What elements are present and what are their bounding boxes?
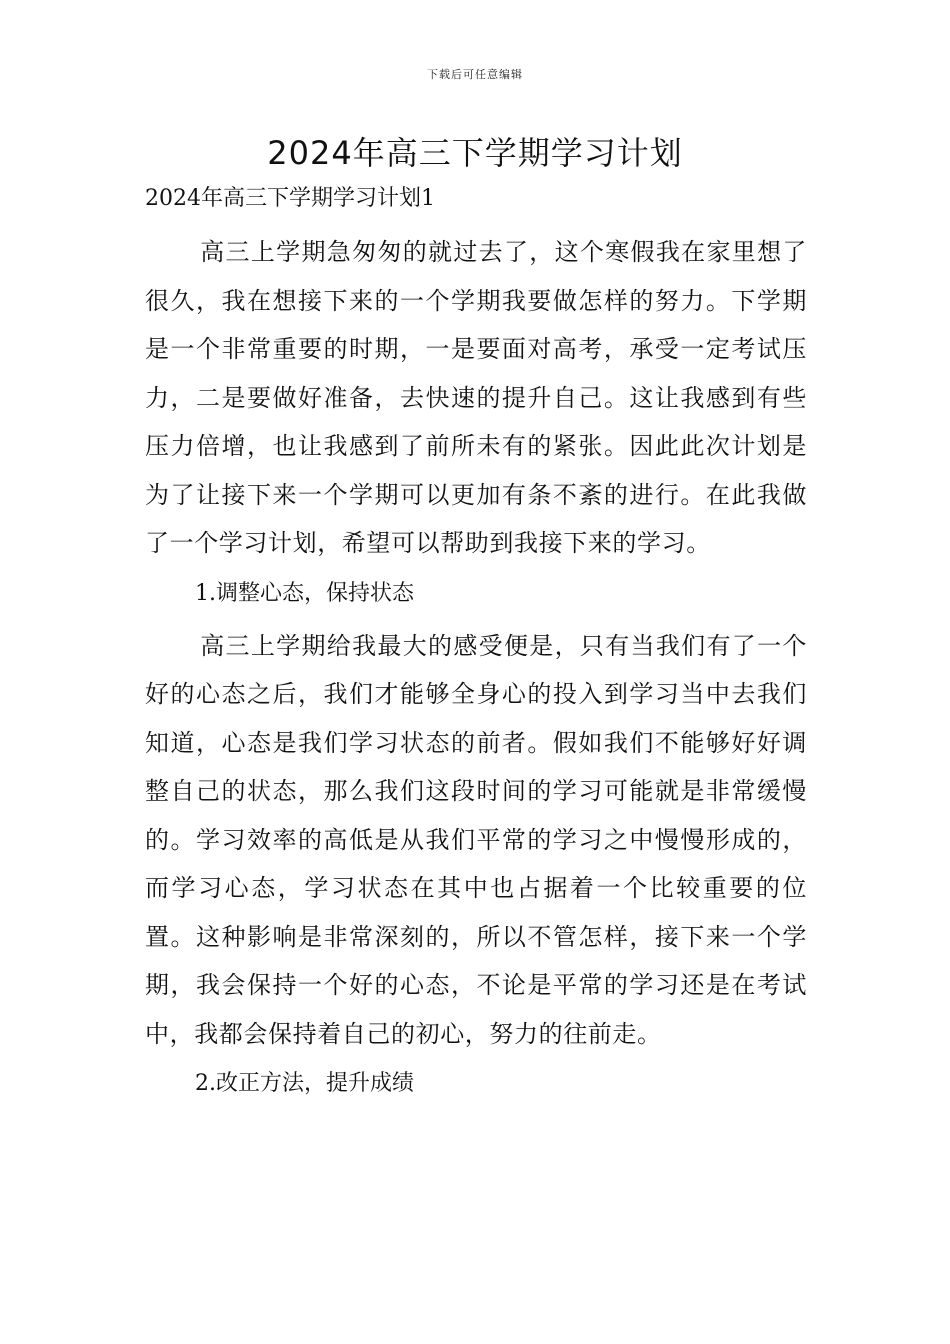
section-heading-2: 2.改正方法，提升成绩 <box>195 1071 414 1096</box>
paragraph-section-1: 高三上学期给我最大的感受便是，只有当我们有了一个好的心态之后，我们才能够全身心的投入到学习当中去我们知道，心态是我们学习状态的前者。假如我们不能够好好调整自己的状态，那么我们这段时间的学习可能就是非常缓慢的。学习效率的高低是从我们平常的学习之中慢慢形成的，而学习心态，学习状态在其中也占据着一个比较重要的位置。这种影响是非常深刻的，所以不管怎样，接下来一个学期，我会保持一个好的心态，不论是平常的学习还是在考试中，我都会保持着自己的初心，努力的往前走。 <box>145 631 807 1048</box>
document-title: 2024年高三下学期学习计划 <box>267 134 683 172</box>
document-subtitle: 2024年高三下学期学习计划1 <box>145 186 435 211</box>
section-heading-1: 1.调整心态，保持状态 <box>195 580 414 606</box>
paragraph-intro: 高三上学期急匆匆的就过去了，这个寒假我在家里想了很久，我在想接下来的一个学期我要做怎样的努力。下学期是一个非常重要的时期，一是要面对高考，承受一定考试压力，二是要做好准备，去快速的提升自己。这让我感到有些压力倍增，也让我感到了前所未有的紧张。因此此次计划是为了让接下来一个学期可以更加有条不紊的进行。在此我做了一个学习计划，希望可以帮助到我接下来的学习。 <box>145 238 807 557</box>
header-note: 下载后可任意编辑 <box>427 68 523 81</box>
document-body <box>145 180 807 1112</box>
